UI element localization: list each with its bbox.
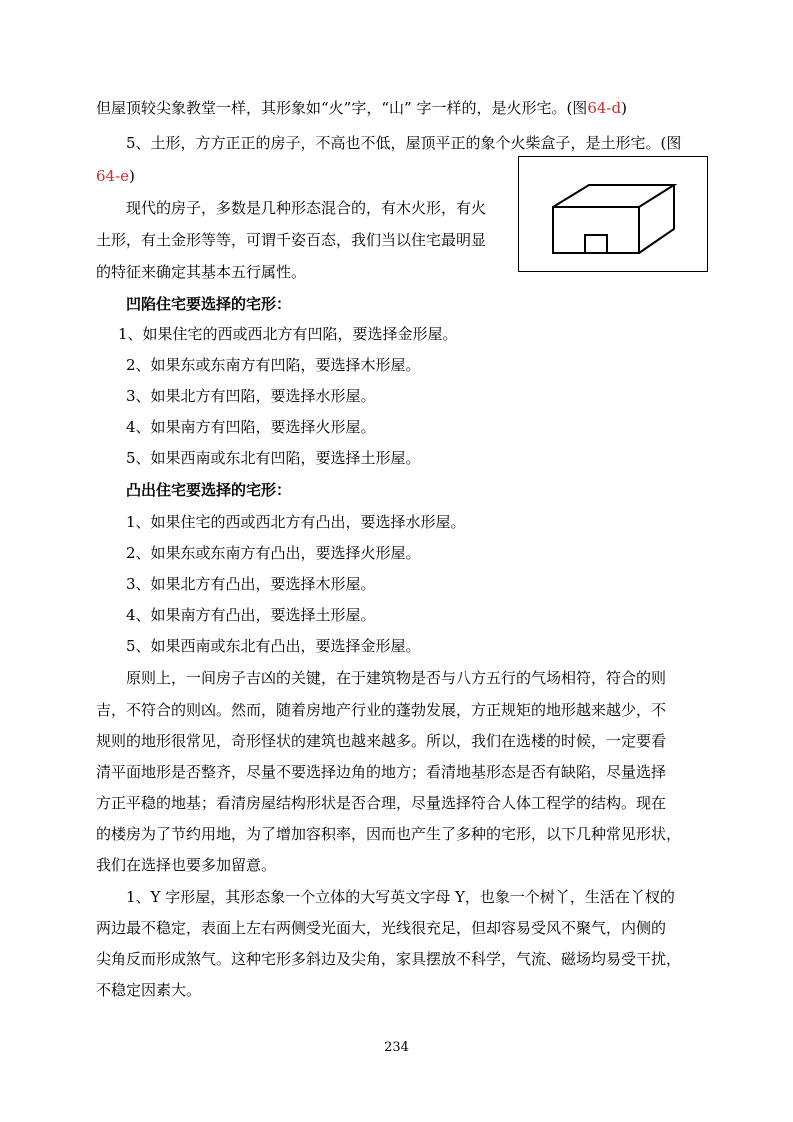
house-top-face [553, 185, 674, 207]
principle-line-4: 清平面地形是否整齐，尽量不要选择边角的地方；看清地基形态是否有缺陷，尽量选择 [96, 763, 667, 781]
text-line-earth-house [126, 133, 681, 153]
text-segment: ) [129, 167, 135, 185]
house-door [585, 235, 607, 253]
principle-line-7: 我们在选择也要多加留意。 [96, 856, 277, 874]
concave-item-1: 1、如果住宅的西或西北方有凹陷，要选择金形屋。 [118, 325, 458, 343]
principle-line-2: 吉，不符合的则凶。然而，随着房地产行业的蓬勃发展，方正规矩的地形越来越少，不 [96, 701, 667, 719]
principle-line-3: 规则的地形很常见，奇形怪状的建筑也越来越多。所以，我们在选楼的时候，一定要看 [96, 732, 667, 750]
convex-item-5: 5、如果西南或东北有凸出，要选择金形屋。 [126, 637, 421, 655]
principle-line-1: 原则上，一间房子吉凶的关键，在于建筑物是否与八方五行的气场相符，符合的则 [126, 669, 667, 687]
earth-house-figure [518, 156, 708, 272]
principle-line-6: 的楼房为了节约用地，为了增加容积率，因而也产生了多种的宅形，以下几种常见形状， [96, 825, 682, 843]
convex-item-1: 1、如果住宅的西或西北方有凸出，要选择水形屋。 [126, 513, 466, 531]
text-line-earth-house-ref [96, 166, 135, 186]
concave-item-4: 4、如果南方有凹陷，要选择火形屋。 [126, 418, 376, 436]
box-house-drawing [519, 157, 709, 273]
convex-item-2: 2、如果东或东南方有凸出，要选择火形屋。 [126, 544, 421, 562]
figure-ref-64e: 64-e [96, 167, 130, 185]
page-number: 234 [384, 1040, 409, 1055]
text-segment: 5、土形，方方正正的房子，不高也不低，屋顶平正的象个火柴盒子，是土形宅。(图 [126, 134, 682, 152]
concave-item-3: 3、如果北方有凹陷，要选择水形屋。 [126, 387, 376, 405]
text-segment: ) [621, 99, 627, 117]
text-line-modern-1: 现代的房子，多数是几种形态混合的，有木火形，有火 [126, 199, 487, 217]
concave-heading: 凹陷住宅要选择的宅形： [126, 295, 292, 313]
convex-heading: 凸出住宅要选择的宅形： [126, 481, 292, 499]
yshape-line-4: 不稳定因素大。 [96, 981, 202, 999]
yshape-line-3: 尖角反而形成煞气。这种宅形多斜边及尖角，家具摆放不科学，气流、磁场均易受干扰， [96, 950, 682, 968]
figure-ref-64d: 64-d [587, 99, 622, 117]
yshape-line-1: 1、Y 字形屋，其形态象一个立体的大写英文字母 Y，也象一个树丫，生活在丫杈的 [126, 888, 675, 906]
principle-line-5: 方正平稳的地基；看清房屋结构形状是否合理，尽量选择符合人体工程学的结构。现在 [96, 794, 667, 812]
text-line-fire-house [96, 98, 627, 118]
house-front-face [553, 207, 639, 253]
concave-item-5: 5、如果西南或东北有凹陷，要选择土形屋。 [126, 449, 421, 467]
convex-item-3: 3、如果北方有凸出，要选择木形屋。 [126, 575, 376, 593]
text-line-modern-2: 土形，有土金形等等，可谓千姿百态，我们当以住宅最明显 [96, 231, 487, 249]
text-line-modern-3: 的特征来确定其基本五行属性。 [96, 263, 307, 281]
text-segment: 但屋顶较尖象教堂一样，其形象如“火”字，“山” 字一样的，是火形宅。(图 [96, 99, 588, 117]
convex-item-4: 4、如果南方有凸出，要选择土形屋。 [126, 606, 376, 624]
yshape-line-2: 两边最不稳定，表面上左右两侧受光面大，光线很充足，但却容易受风不聚气，内侧的 [96, 919, 667, 937]
concave-item-2: 2、如果东或东南方有凹陷，要选择木形屋。 [126, 356, 421, 374]
